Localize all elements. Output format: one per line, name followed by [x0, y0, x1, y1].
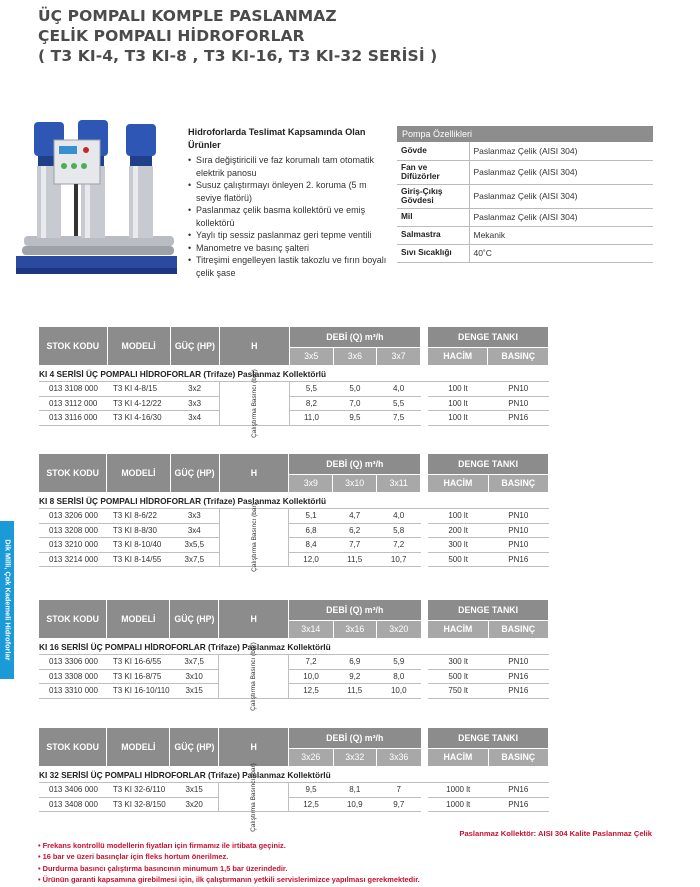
- page-title: [38, 6, 558, 66]
- cell-model: T3 KI 8-14/55: [107, 552, 170, 567]
- cell-guc: 3x3: [170, 509, 219, 524]
- cell-model: T3 KI 16-10/110: [107, 684, 170, 699]
- cell-flow: 6,2: [333, 523, 377, 538]
- cell-flow: 6,8: [289, 523, 333, 538]
- cell-guc: 3x2: [170, 382, 219, 397]
- cell-spacer: [421, 552, 428, 567]
- cell-h-label: Çalıştırma Basıncı (bar): [250, 762, 258, 832]
- col-guc: GÜÇ (HP): [170, 728, 219, 766]
- cell-model: T3 KI 32-6/110: [107, 783, 170, 798]
- cell-flow: 5,1: [289, 509, 333, 524]
- side-tab-label: Dik Milli, Çok Kademeli Hidroforlar: [3, 539, 13, 661]
- feature-value: 40˚C: [469, 244, 653, 262]
- col-flow: 3x11: [376, 474, 420, 492]
- cell-stok-kodu: 013 3208 000: [39, 523, 107, 538]
- cell-hacim: 500 lt: [428, 669, 488, 684]
- cell-stok-kodu: 013 3308 000: [39, 669, 107, 684]
- col-model: MODELİ: [107, 327, 170, 365]
- cell-h-label: Çalıştırma Basıncı (bar): [250, 368, 258, 438]
- cell-flow: 10,9: [333, 797, 377, 812]
- feature-value: Mekanik: [469, 226, 653, 244]
- col-debi: DEBİ (Q) m³/h: [289, 728, 421, 748]
- col-h: H: [219, 728, 289, 766]
- cell-model: T3 KI 32-8/150: [107, 797, 170, 812]
- title-line-3: ( T3 KI-4, T3 KI-8 , T3 KI-16, T3 KI-32 SERİSİ ): [38, 47, 438, 65]
- table-row: [39, 523, 549, 538]
- cell-hacim: 1000 lt: [428, 797, 488, 812]
- cell-hacim: 100 lt: [428, 396, 488, 411]
- cell-spacer: [421, 655, 428, 670]
- cell-guc: 3x4: [170, 411, 219, 426]
- product-table: [39, 600, 549, 711]
- cell-h-calistirma: [219, 503, 289, 572]
- cell-hacim: 100 lt: [428, 411, 488, 426]
- col-h: H: [219, 327, 289, 365]
- cell-stok-kodu: 013 3408 000: [39, 797, 107, 812]
- delivery-item: • Sıra değiştiricili ve faz korumalı tam otomatik elektrik panosu: [188, 154, 388, 179]
- col-denge-tanki: DENGE TANKI: [428, 600, 548, 620]
- title-line-2: ÇELİK POMPALI HİDROFORLAR: [38, 27, 305, 45]
- cell-hacim: 300 lt: [428, 538, 488, 553]
- col-debi: DEBİ (Q) m³/h: [289, 600, 421, 620]
- cell-spacer: [421, 382, 428, 397]
- cell-flow: 7,0: [333, 396, 376, 411]
- table-row: [39, 783, 549, 798]
- cell-flow: 11,0: [289, 411, 333, 426]
- features-heading: Pompa Özellikleri: [397, 126, 653, 142]
- cell-flow: 10,7: [376, 552, 420, 567]
- feature-key: Fan ve Difüzörler: [397, 160, 469, 184]
- delivery-item: • Titreşimi engelleyen lastik takozlu ve fırın boyalı çelik şase: [188, 254, 388, 279]
- cell-flow: 5,5: [377, 396, 421, 411]
- col-flow: 3x7: [377, 347, 421, 365]
- cell-guc: 3x3: [170, 396, 219, 411]
- col-stok-kodu: STOK KODU: [39, 728, 107, 766]
- cell-model: T3 KI 4-12/22: [107, 396, 170, 411]
- cell-spacer: [421, 523, 428, 538]
- cell-basinc: PN10: [488, 509, 548, 524]
- cell-spacer: [421, 669, 428, 684]
- col-flow: 3x20: [377, 620, 421, 638]
- cell-flow: 5,9: [377, 655, 421, 670]
- col-stok-kodu: STOK KODU: [39, 454, 107, 492]
- col-h: H: [219, 600, 289, 638]
- table-row: [39, 396, 549, 411]
- cell-hacim: 1000 lt: [428, 783, 488, 798]
- col-guc: GÜÇ (HP): [170, 600, 219, 638]
- cell-guc: 3x4: [170, 523, 219, 538]
- cell-spacer: [421, 396, 428, 411]
- product-table: [39, 454, 549, 572]
- footnotes: [38, 840, 420, 886]
- col-guc: GÜÇ (HP): [170, 454, 219, 492]
- cell-flow: 4,0: [376, 509, 420, 524]
- col-flow: 3x16: [333, 620, 377, 638]
- cell-flow: 10,0: [377, 684, 421, 699]
- cell-flow: 8,4: [289, 538, 333, 553]
- delivery-heading: Hidroforlarda Teslimat Kapsamında Olan Ürünler: [188, 127, 366, 150]
- cell-flow: 7,5: [377, 411, 421, 426]
- cell-flow: 4,7: [333, 509, 377, 524]
- col-hacim: HACİM: [428, 748, 488, 766]
- cell-flow: 8,0: [377, 669, 421, 684]
- cell-basinc: PN16: [488, 669, 548, 684]
- delivery-item: • Paslanmaz çelik basma kollektörü ve emiş kollektörü: [188, 204, 388, 229]
- cell-h-calistirma: [219, 641, 289, 711]
- collector-note: Paslanmaz Kollektör: AISI 304 Kalite Paslanmaz Çelik: [459, 829, 652, 838]
- feature-key: Mil: [397, 208, 469, 226]
- cell-stok-kodu: 013 3214 000: [39, 552, 107, 567]
- table-row: [39, 684, 549, 699]
- cell-guc: 3x15: [170, 684, 219, 699]
- cell-flow: 6,9: [333, 655, 377, 670]
- cell-guc: 3x15: [170, 783, 219, 798]
- cell-flow: 8,1: [333, 783, 377, 798]
- cell-basinc: PN10: [488, 382, 549, 397]
- cell-hacim: 100 lt: [428, 509, 488, 524]
- feature-value: Paslanmaz Çelik (AISI 304): [469, 142, 653, 160]
- cell-hacim: 300 lt: [428, 655, 488, 670]
- col-flow: 3x36: [377, 748, 421, 766]
- col-hacim: HACİM: [428, 347, 488, 365]
- col-basinc: BASINÇ: [488, 620, 548, 638]
- cell-model: T3 KI 16-8/75: [107, 669, 170, 684]
- cell-hacim: 200 lt: [428, 523, 488, 538]
- table-row: [39, 552, 549, 567]
- table-subtitle: KI 4 SERİSİ ÜÇ POMPALI HİDROFORLAR (Trifaze) Paslanmaz Kollektörlü: [39, 365, 549, 382]
- cell-spacer: [421, 797, 428, 812]
- cell-basinc: PN16: [488, 411, 549, 426]
- col-flow: 3x5: [289, 347, 333, 365]
- cell-guc: 3x7,5: [170, 552, 219, 567]
- cell-hacim: 500 lt: [428, 552, 488, 567]
- delivery-item: • Susuz çalıştırmayı önleyen 2. koruma (5 m seviye flatörü): [188, 179, 388, 204]
- col-h: H: [219, 454, 289, 492]
- footnote: • Durdurma basıncı çalıştırma basıncının minumum 1,5 bar üzerindedir.: [38, 863, 288, 873]
- cell-model: T3 KI 16-6/55: [107, 655, 170, 670]
- col-model: MODELİ: [107, 728, 170, 766]
- col-basinc: BASINÇ: [488, 347, 549, 365]
- table-row: [39, 411, 549, 426]
- cell-basinc: PN16: [488, 783, 548, 798]
- cell-spacer: [421, 411, 428, 426]
- cell-model: T3 KI 8-10/40: [107, 538, 170, 553]
- cell-guc: 3x7,5: [170, 655, 219, 670]
- cell-hacim: 100 lt: [428, 382, 488, 397]
- col-flow: 3x9: [289, 474, 333, 492]
- cell-stok-kodu: 013 3112 000: [39, 396, 107, 411]
- cell-h-calistirma: [219, 762, 289, 832]
- cell-flow: 5,0: [333, 382, 376, 397]
- cell-flow: 11,5: [333, 684, 377, 699]
- cell-spacer: [421, 509, 428, 524]
- cell-flow: 5,8: [376, 523, 420, 538]
- delivery-list: [188, 154, 388, 279]
- feature-key: Gövde: [397, 142, 469, 160]
- table-row: [39, 538, 549, 553]
- table-subtitle: KI 32 SERİSİ ÜÇ POMPALI HİDROFORLAR (Trifaze) Paslanmaz Kollektörlü: [39, 766, 549, 783]
- cell-flow: 4,0: [377, 382, 421, 397]
- cell-basinc: PN10: [488, 523, 548, 538]
- cell-guc: 3x20: [170, 797, 219, 812]
- cell-flow: 9,5: [333, 411, 376, 426]
- cell-model: T3 KI 8-8/30: [107, 523, 170, 538]
- cell-flow: 9,2: [333, 669, 377, 684]
- col-flow: 3x14: [289, 620, 333, 638]
- col-basinc: BASINÇ: [488, 748, 548, 766]
- cell-flow: 9,7: [377, 797, 421, 812]
- feature-key: Sıvı Sıcaklığı: [397, 244, 469, 262]
- cell-stok-kodu: 013 3206 000: [39, 509, 107, 524]
- col-denge-tanki: DENGE TANKI: [428, 728, 548, 748]
- delivery-item: • Yaylı tip sessiz paslanmaz geri tepme ventili: [188, 229, 388, 242]
- cell-h-label: Çalıştırma Basıncı (bar): [250, 503, 258, 572]
- feature-key: Salmastra: [397, 226, 469, 244]
- table-subtitle: KI 8 SERİSİ ÜÇ POMPALI HİDROFORLAR (Trifaze) Paslanmaz Kollektörlü: [39, 492, 549, 509]
- cell-spacer: [421, 538, 428, 553]
- cell-basinc: PN16: [488, 552, 548, 567]
- cell-flow: 12,0: [289, 552, 333, 567]
- col-spacer: [421, 454, 428, 492]
- cell-basinc: PN10: [488, 538, 548, 553]
- col-flow: 3x26: [289, 748, 333, 766]
- cell-basinc: PN16: [488, 684, 548, 699]
- table-row: [39, 509, 549, 524]
- col-denge-tanki: DENGE TANKI: [428, 454, 548, 474]
- col-stok-kodu: STOK KODU: [39, 600, 107, 638]
- title-line-1: ÜÇ POMPALI KOMPLE PASLANMAZ: [38, 7, 337, 25]
- table-row: [39, 382, 549, 397]
- cell-stok-kodu: 013 3108 000: [39, 382, 107, 397]
- col-model: MODELİ: [107, 600, 170, 638]
- cell-stok-kodu: 013 3210 000: [39, 538, 107, 553]
- footnote: • Frekans kontrollü modellerin fiyatları için firmamız ile irtibata geçiniz.: [38, 841, 286, 850]
- cell-flow: 11,5: [333, 552, 377, 567]
- cell-flow: 9,5: [289, 783, 333, 798]
- col-flow: 3x32: [333, 748, 377, 766]
- footnote: • Ürünün garanti kapsamına girebilmesi için, ilk çalıştırmanın yetkili servislerimizce yapılması gerekmektedir.: [38, 875, 420, 885]
- product-table: [39, 327, 549, 438]
- cell-guc: 3x10: [170, 669, 219, 684]
- col-debi: DEBİ (Q) m³/h: [289, 454, 421, 474]
- table-row: [39, 669, 549, 684]
- cell-flow: 8,2: [289, 396, 333, 411]
- cell-model: T3 KI 4-16/30: [107, 411, 170, 426]
- cell-flow: 5,5: [289, 382, 333, 397]
- cell-flow: 12,5: [289, 684, 333, 699]
- product-table: [39, 728, 549, 832]
- cell-basinc: PN16: [488, 797, 548, 812]
- table-row: [39, 655, 549, 670]
- cell-hacim: 750 lt: [428, 684, 488, 699]
- footnote: • 16 bar ve üzeri basınçlar için fleks hortum önerilmez.: [38, 852, 229, 862]
- cell-h-calistirma: [219, 368, 289, 438]
- col-hacim: HACİM: [428, 474, 488, 492]
- feature-value: Paslanmaz Çelik (AISI 304): [469, 184, 653, 208]
- col-stok-kodu: STOK KODU: [39, 327, 107, 365]
- cell-stok-kodu: 013 3306 000: [39, 655, 107, 670]
- cell-flow: 10,0: [289, 669, 333, 684]
- cell-flow: 7: [377, 783, 421, 798]
- col-flow: 3x6: [333, 347, 376, 365]
- delivery-scope: [188, 126, 388, 279]
- cell-basinc: PN10: [488, 655, 548, 670]
- feature-value: Paslanmaz Çelik (AISI 304): [469, 160, 653, 184]
- side-tab: [0, 521, 14, 679]
- cell-h-label: Çalıştırma Basıncı (bar): [250, 641, 258, 711]
- table-subtitle: KI 16 SERİSİ ÜÇ POMPALI HİDROFORLAR (Trifaze) Paslanmaz Kollektörlü: [39, 638, 549, 655]
- cell-spacer: [421, 684, 428, 699]
- cell-stok-kodu: 013 3310 000: [39, 684, 107, 699]
- cell-model: T3 KI 4-8/15: [107, 382, 170, 397]
- feature-value: Paslanmaz Çelik (AISI 304): [469, 208, 653, 226]
- cell-model: T3 KI 8-6/22: [107, 509, 170, 524]
- cell-flow: 7,7: [333, 538, 377, 553]
- col-model: MODELİ: [107, 454, 170, 492]
- cell-guc: 3x5,5: [170, 538, 219, 553]
- col-denge-tanki: DENGE TANKI: [428, 327, 549, 347]
- col-debi: DEBİ (Q) m³/h: [289, 327, 421, 347]
- cell-basinc: PN10: [488, 396, 549, 411]
- feature-key: Giriş-Çıkış Gövdesi: [397, 184, 469, 208]
- col-flow: 3x10: [333, 474, 377, 492]
- pump-features-table: [397, 126, 653, 263]
- col-spacer: [421, 728, 428, 766]
- col-spacer: [421, 600, 428, 638]
- cell-stok-kodu: 013 3406 000: [39, 783, 107, 798]
- col-hacim: HACİM: [428, 620, 488, 638]
- col-guc: GÜÇ (HP): [170, 327, 219, 365]
- col-basinc: BASINÇ: [488, 474, 548, 492]
- cell-flow: 7,2: [376, 538, 420, 553]
- table-row: [39, 797, 549, 812]
- col-spacer: [421, 327, 428, 365]
- cell-flow: 12,5: [289, 797, 333, 812]
- cell-stok-kodu: 013 3116 000: [39, 411, 107, 426]
- delivery-item: • Manometre ve basınç şalteri: [188, 242, 388, 255]
- hydrophore-product-image: [14, 118, 179, 280]
- cell-flow: 7,2: [289, 655, 333, 670]
- cell-spacer: [421, 783, 428, 798]
